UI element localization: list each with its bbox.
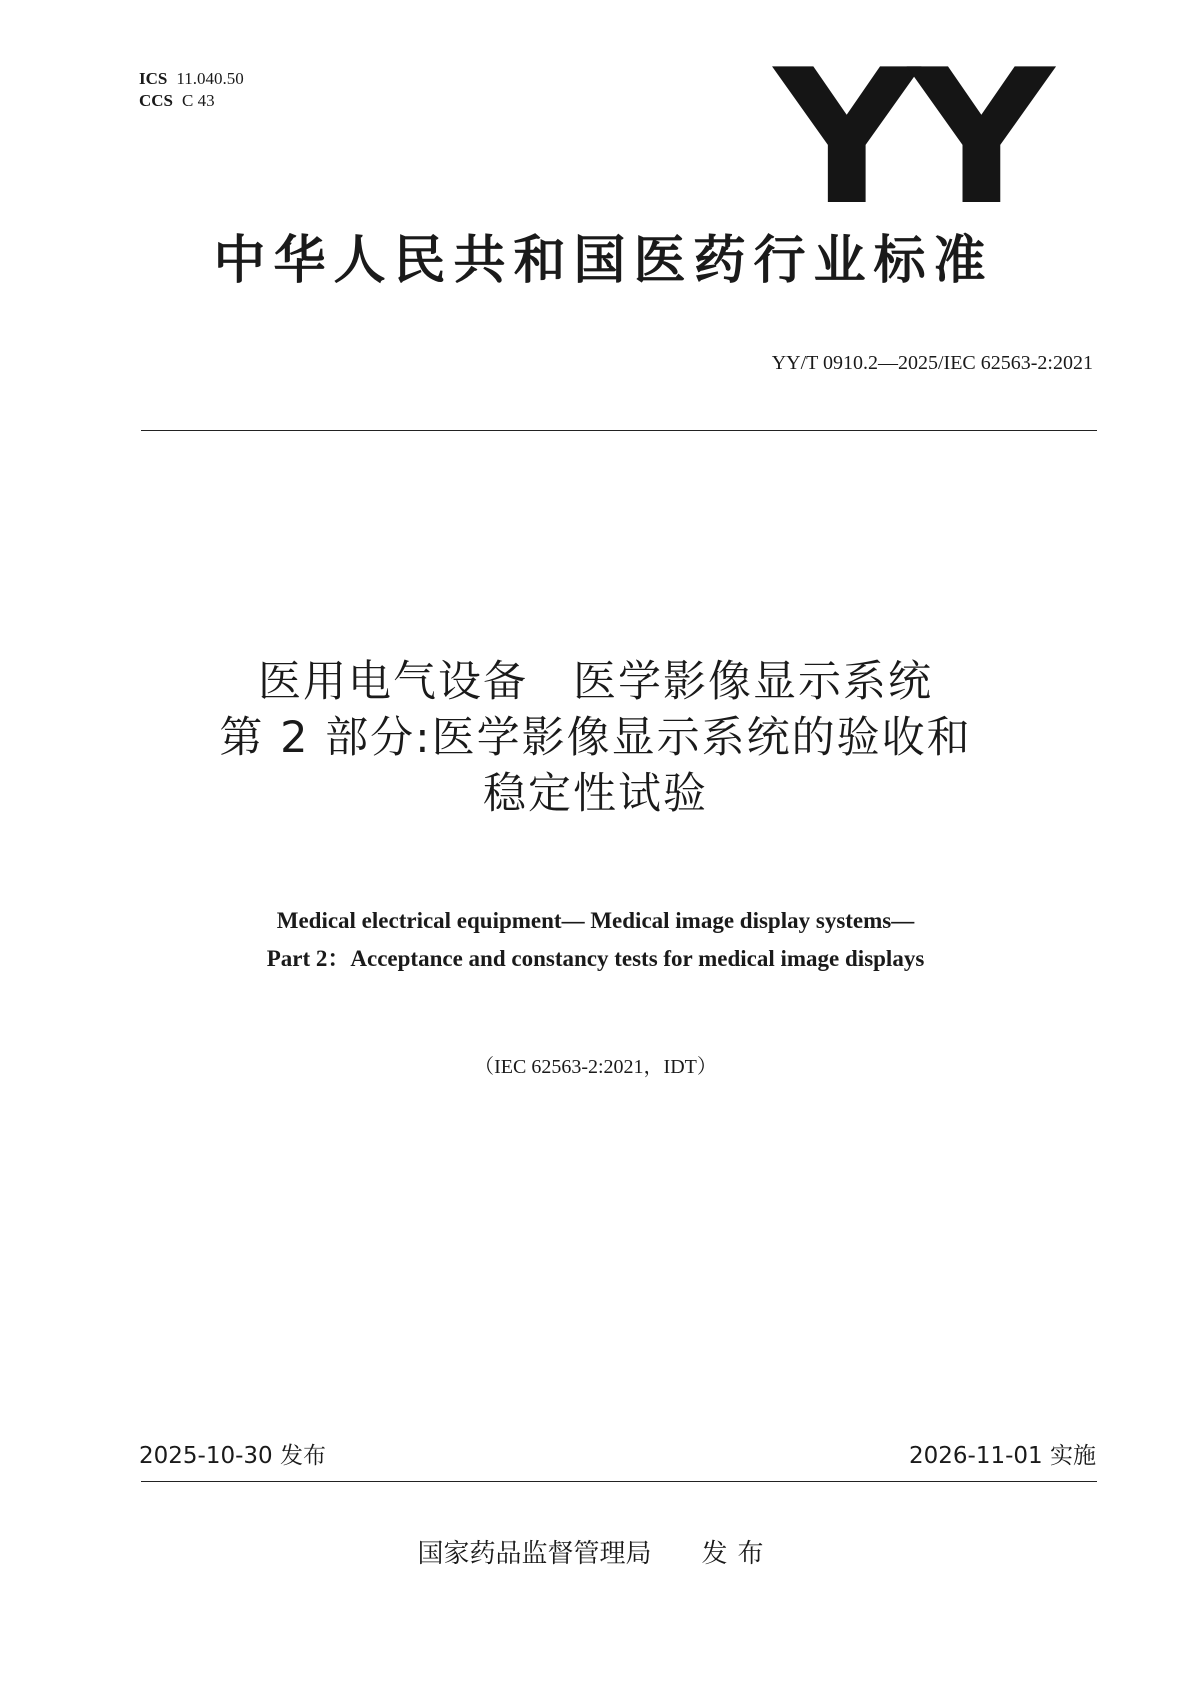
implementation-date: 2026-11-01 实施 [909, 1443, 1096, 1469]
issuing-authority [0, 1537, 1191, 1571]
classification-codes [139, 68, 244, 112]
issuer-name: 国家药品监督管理局 [417, 1539, 652, 1569]
yy-standard-logo: YY [774, 29, 1044, 246]
chinese-title-line-1: 医用电气设备 医学影像显示系统 [258, 657, 933, 707]
english-title [0, 902, 1191, 978]
chinese-title-line-3: 稳定性试验 [483, 769, 708, 819]
ccs-code-row [139, 90, 244, 112]
chinese-title-line-2: 第 2 部分:医学影像显示系统的验收和 [219, 713, 972, 763]
english-title-line-1: Medical electrical equipment— Medical image display systems— [276, 908, 915, 933]
issue-date: 2025-10-30 发布 [139, 1443, 326, 1469]
footer-divider [141, 1481, 1097, 1482]
release-label: 发布 [701, 1539, 774, 1569]
standard-category-title: 中华人民共和国医药行业标准 [213, 231, 994, 291]
ccs-value: C 43 [182, 91, 215, 110]
ics-value: 11.040.50 [176, 69, 244, 88]
english-title-line-2: Part 2：Acceptance and constancy tests for medical image displays [266, 946, 925, 971]
iec-equivalence-reference: （IEC 62563-2:2021，IDT） [474, 1056, 717, 1078]
ics-label: ICS [139, 69, 168, 88]
ics-code-row [139, 68, 244, 90]
chinese-title [0, 654, 1191, 822]
ccs-label: CCS [139, 91, 174, 110]
standard-number: YY/T 0910.2—2025/IEC 62563-2:2021 [771, 352, 1093, 374]
header-divider [141, 430, 1097, 431]
